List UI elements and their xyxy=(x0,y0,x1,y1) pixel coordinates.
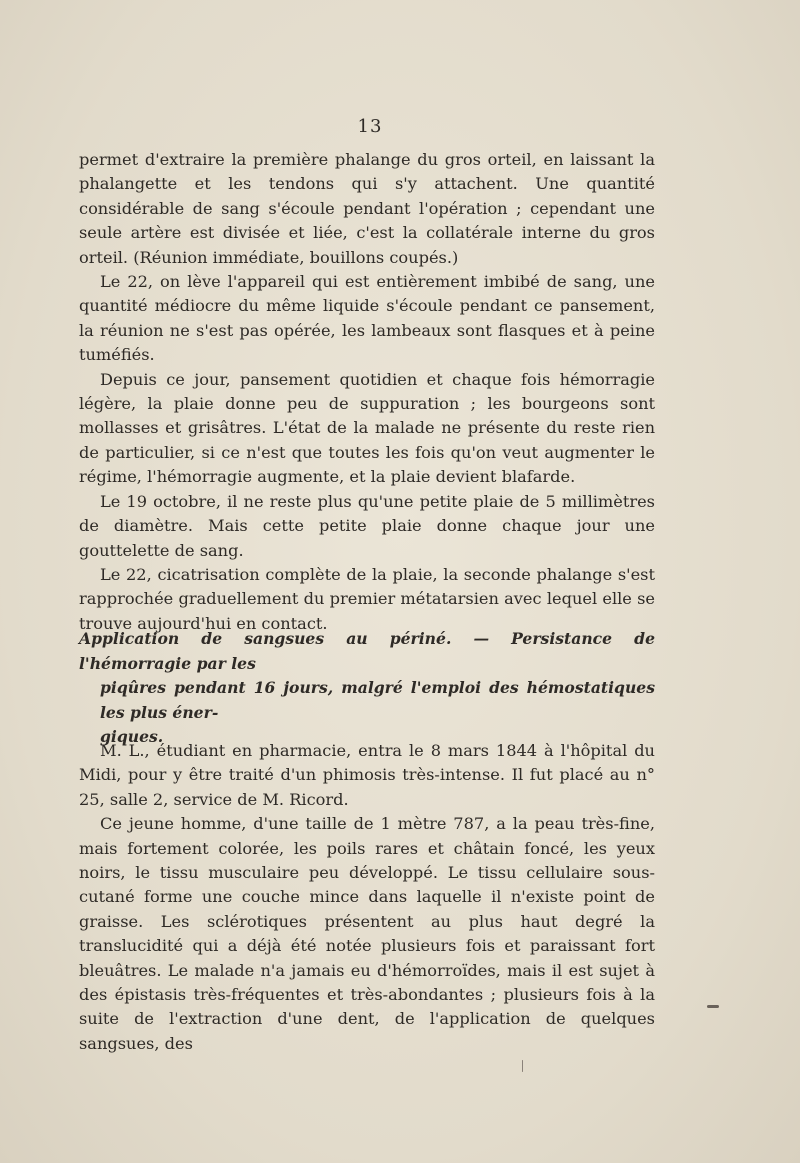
paragraph: Le 22, on lève l'appareil qui est entièrement imbibé de sang, une quantité médiocre du même liquide s'écoule pendant ce pansement, la réunion ne s'est pas opérée, les lambeaux sont flasques et à peine tuméfiés. xyxy=(79,272,655,365)
case-2-body xyxy=(79,739,655,1056)
paragraph: Ce jeune homme, d'une taille de 1 mètre 787, a la peau très-fine, mais fortement colorée, les poils rares et châtain foncé, les yeux noirs, le tissu musculaire peu développé. Le tissu cellulaire sous-cutané forme une couche mince dans laquelle il n'existe point de graisse. Les sclérotiques présentent au plus haut degré la translucidité qui a déjà été notée plusieurs fois et paraissant fort bleuâtres. Le malade n'a jamais eu d'hémorroïdes, mais il est sujet à des épistasis très-fréquentes et très-abondantes ; plusieurs fois à la suite de l'extraction d'une dent, de l'application de quelques sangsues, des xyxy=(79,814,655,1053)
ink-speck xyxy=(707,1005,719,1008)
heading-line: giques. xyxy=(100,727,164,747)
heading-line: Application de sangsues au périné. — Persistance de l'hémorragie par les xyxy=(79,629,655,673)
ink-speck xyxy=(522,1060,523,1072)
paragraph: Depuis ce jour, pansement quotidien et chaque fois hémorragie légère, la plaie donne peu de suppuration ; les bourgeons sont mollasses et grisâtres. L'état de la malade ne présente du reste rien de particulier, si ce n'est que toutes les fois qu'on veut augmenter le régime, l'hémorragie augmente, et la plaie devient blafarde. xyxy=(79,369,655,487)
page-number: 13 xyxy=(357,116,383,137)
paragraph: Le 19 octobre, il ne reste plus qu'une petite plaie de 5 millimètres de diamètre. Mais cette petite plaie donne chaque jour une gouttelette de sang. xyxy=(79,491,655,560)
paragraph: permet d'extraire la première phalange du gros orteil, en laissant la phalangette et les tendons qui s'y attachent. Une quantité considérable de sang s'écoule pendant l'opération ; cependant une seule artère est divisée et liée, c'est la collatérale interne du gros orteil. (Réunion immédiate, bouillons coupés.) xyxy=(79,150,655,267)
paragraph: Le 22, cicatrisation complète de la plaie, la seconde phalange s'est rapprochée graduellement du premier métatarsien avec lequel elle se trouve aujourd'hui en contact. xyxy=(79,564,655,633)
case-1-continuation xyxy=(79,148,655,636)
case-2-heading xyxy=(79,627,655,750)
heading-line: piqûres pendant 16 jours, malgré l'emploi des hémostatiques les plus éner- xyxy=(100,678,655,722)
paragraph: M. L., étudiant en pharmacie, entra le 8 mars 1844 à l'hôpital du Midi, pour y être traité d'un phimosis très-intense. Il fut placé au n° 25, salle 2, service de M. Ricord. xyxy=(79,741,655,809)
